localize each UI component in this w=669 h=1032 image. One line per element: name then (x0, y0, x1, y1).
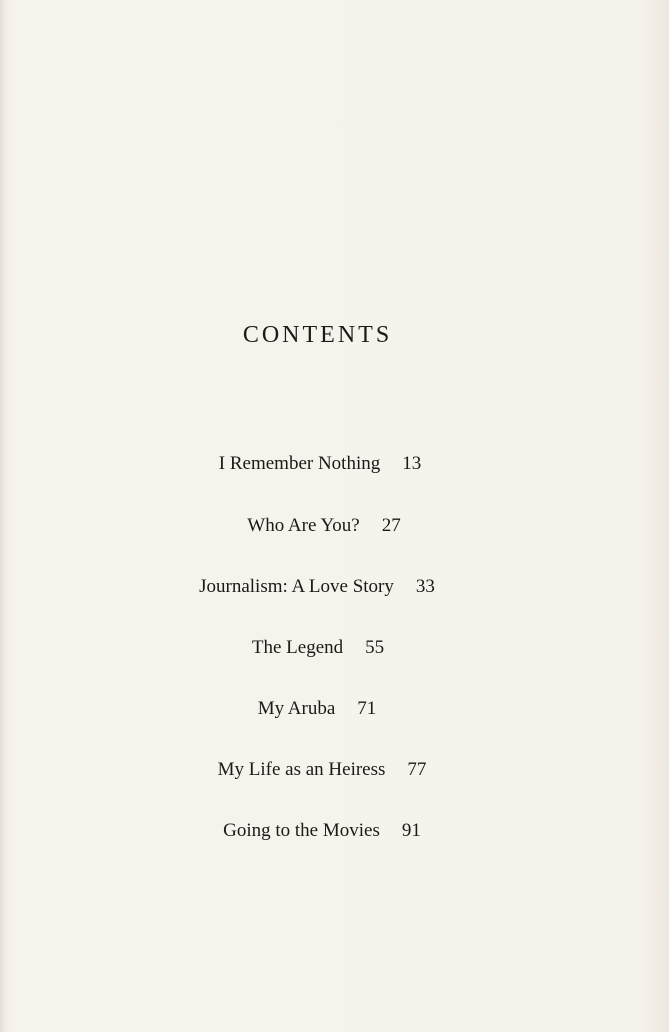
toc-entry-page: 33 (415, 576, 435, 597)
toc-entry-title: Going to the Movies (223, 820, 380, 841)
toc-entry-page: 55 (365, 637, 385, 658)
toc-entry-title: The Legend (251, 637, 344, 658)
toc-entry-title: My Aruba (257, 698, 336, 719)
toc-entry (4, 515, 644, 537)
toc-entry-title: Who Are You? (247, 515, 360, 536)
toc-entry-page: 91 (401, 820, 421, 841)
toc-entry (0, 576, 637, 598)
toc-entry-title: Journalism: A Love Story (199, 576, 394, 597)
toc-entry (0, 637, 638, 659)
toc-entry-page: 71 (357, 698, 377, 719)
toc-entry-page: 27 (381, 515, 401, 536)
toc-entry-page: 77 (407, 759, 427, 780)
toc-entry (0, 453, 640, 475)
contents-heading: CONTENTS (242, 322, 393, 348)
toc-entry-title: I Remember Nothing (218, 453, 381, 474)
toc-entry (2, 759, 642, 781)
toc-entry-page: 13 (402, 453, 422, 474)
toc-entry (2, 820, 642, 842)
toc-entry-title: My Life as an Heiress (217, 759, 386, 780)
toc-entry (0, 698, 637, 720)
